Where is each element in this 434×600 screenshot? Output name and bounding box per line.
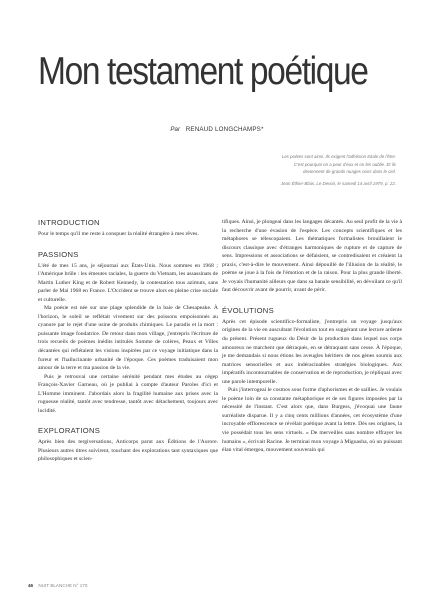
explorations-continued: tifiques. Ainsi, je plongeai dans les langages décantés. Au seul profit de la vie à la recherche d'une évasion de l'espèce. Les concepts scientifiques et les métaphores se télescopaient. Les thématiques formalistes brouillaient le discours classique avec d'étranges harmoniques de rupture et de capture de sens. Impressions et associations se défaisient, se contredisaient et créaient la praxis, c'est-à-dire le mouvement. Ainsi dépouillé de l'illusion de la réalité, le poème se joue à la fois de l'émotion et de la raison. Pour la plus grande liberté. Je voyais l'humanité ailleurs que dans sa banale sensibilité, en dévoilant ce qu'il faut découvrir avant de pourrir, avant de périr. bbox=[222, 219, 402, 294]
heading-passions: PASSIONS bbox=[38, 249, 79, 259]
passions-paragraph: Ma poésie est née sur une plage splendide de la baie de Chesapeake. À l'horizon, le soleil se reflétait vivement sur des poissons empoisonnés au cyanure par le rejet d'une usine de produits chimiques. Le paradis et la mort : puissante image fondatrice. De retour dans mon village, j'entrepris l'écriture de trois recueils de poèmes inédits intitulés Somme de colères, Peaux et Villes décantées qui reflétaient les visions inspirées par ce voyage initiatique dans la fureur et l'hallucinante urbanité de l'époque. Ces poèmes traduisaient mon amour de la terre et ma passion de la vie. bbox=[38, 305, 218, 372]
byline-prefix: Par bbox=[170, 126, 181, 133]
epigraph bbox=[240, 153, 396, 187]
explorations-paragraph: Après bien des tergiversations, Anticorps parut aux Éditions de l'Aurore. Plusieurs autres titres suivirent, touchant des explorations tant syntaxiques que philosophiques et scien- bbox=[38, 439, 218, 463]
heading-explorations: EXPLORATIONS bbox=[38, 426, 101, 436]
page-number: 46 bbox=[28, 583, 34, 588]
epigraph-line: deviennent de grands nuages noirs dans le ciel. bbox=[303, 169, 396, 175]
magazine-issue: NUIT BLANCHE N° 170 bbox=[38, 583, 88, 588]
byline bbox=[0, 126, 434, 133]
evolutions-paragraph: Après cet épisode scientifico-formaliste, j'entrepris un voyage jusqu'aux origines de la vie en auscultant l'évolution tout en suggérant une lecture ardente du présent. Présent rugueux du Désir de la production dans lequel nos corps amoureux ne marchent que détraqués, en se détraquant sans cesse. À l'époque, je me demandais si nous étions les aveugles héritiers de nos gènes soumis aux matrices sensorielles et aux indéracinables stratégies biologiques. Aux impératifs incontournables de conservation et de reproduction, je répliquai avec une parole intemporelle. bbox=[222, 318, 402, 385]
left-column bbox=[38, 218, 218, 464]
evolutions-paragraph: Puis j'interrogeai le cosmos sous forme d'aphorismes et de saillies. Je voulais le poème loin de sa constante métaphorique et de ses figures imposées par la nécessité de l'instant. C'est alors que, dans Burgess, j'évoquai une faune surréaliste disparue. Il y a cinq cents millions d'années, cet écosystème d'une incroyable efflorescence se révélait poétique avant la lettre. Dès ses origines, la vie possédait tous les sens virtuels. « De merveilles sans nombre effrayer les humains », écrivait Racine. Je terminai mon voyage à Miguasha, où un puissant élan vital émergea, mouvement souverain qui bbox=[222, 387, 402, 454]
page-footer bbox=[28, 583, 87, 588]
passions-paragraph: L'été de mes 15 ans, je séjournai aux États-Unis. Nous sommes en 1968 ; l'Amérique brûle : les émeutes raciales, la guerre du Vietnam, les assassinats de Martin Luther King et de Robert Kennedy, la contestation tous azimuts, sans parler de Mai 1968 en France. L'Occident se trouve alors en pleine crise sociale et culturelle. bbox=[38, 262, 218, 303]
heading-introduction: INTRODUCTION bbox=[38, 218, 100, 227]
passions-paragraph: Puis je retrouvai une certaine sérénité pendant mes études au cégep François-Xavier Garneau, où je publiai à compte d'auteur Paroles d'ici et L'Homme imminent. J'abordais alors la fragilité humaine aux prises avec la rugueuse réalité, tantôt avec tendresse, tantôt avec détachement, toujours avec lucidité. bbox=[38, 373, 218, 414]
heading-evolutions: ÉVOLUTIONS bbox=[222, 305, 274, 315]
right-column bbox=[222, 218, 402, 455]
epigraph-source: Jean Éthier-Blais, Le Devoir, le samedi 14 avril 1979, p. 22. bbox=[280, 180, 396, 186]
epigraph-line: Les poètes sont ainsi. Ils exigent l'adhésion totale de l'être. bbox=[281, 154, 396, 159]
article-title: Mon testament poétique bbox=[38, 50, 368, 93]
epigraph-line: C'est pourquoi on a peur d'eux et on les oublie. Et ils bbox=[293, 161, 396, 167]
author-name: RENAUD LONGCHAMPS* bbox=[185, 126, 264, 133]
introduction-text: Pour le temps qu'il me reste à conspuer la réalité étrangère à mes rêves. bbox=[38, 231, 199, 237]
